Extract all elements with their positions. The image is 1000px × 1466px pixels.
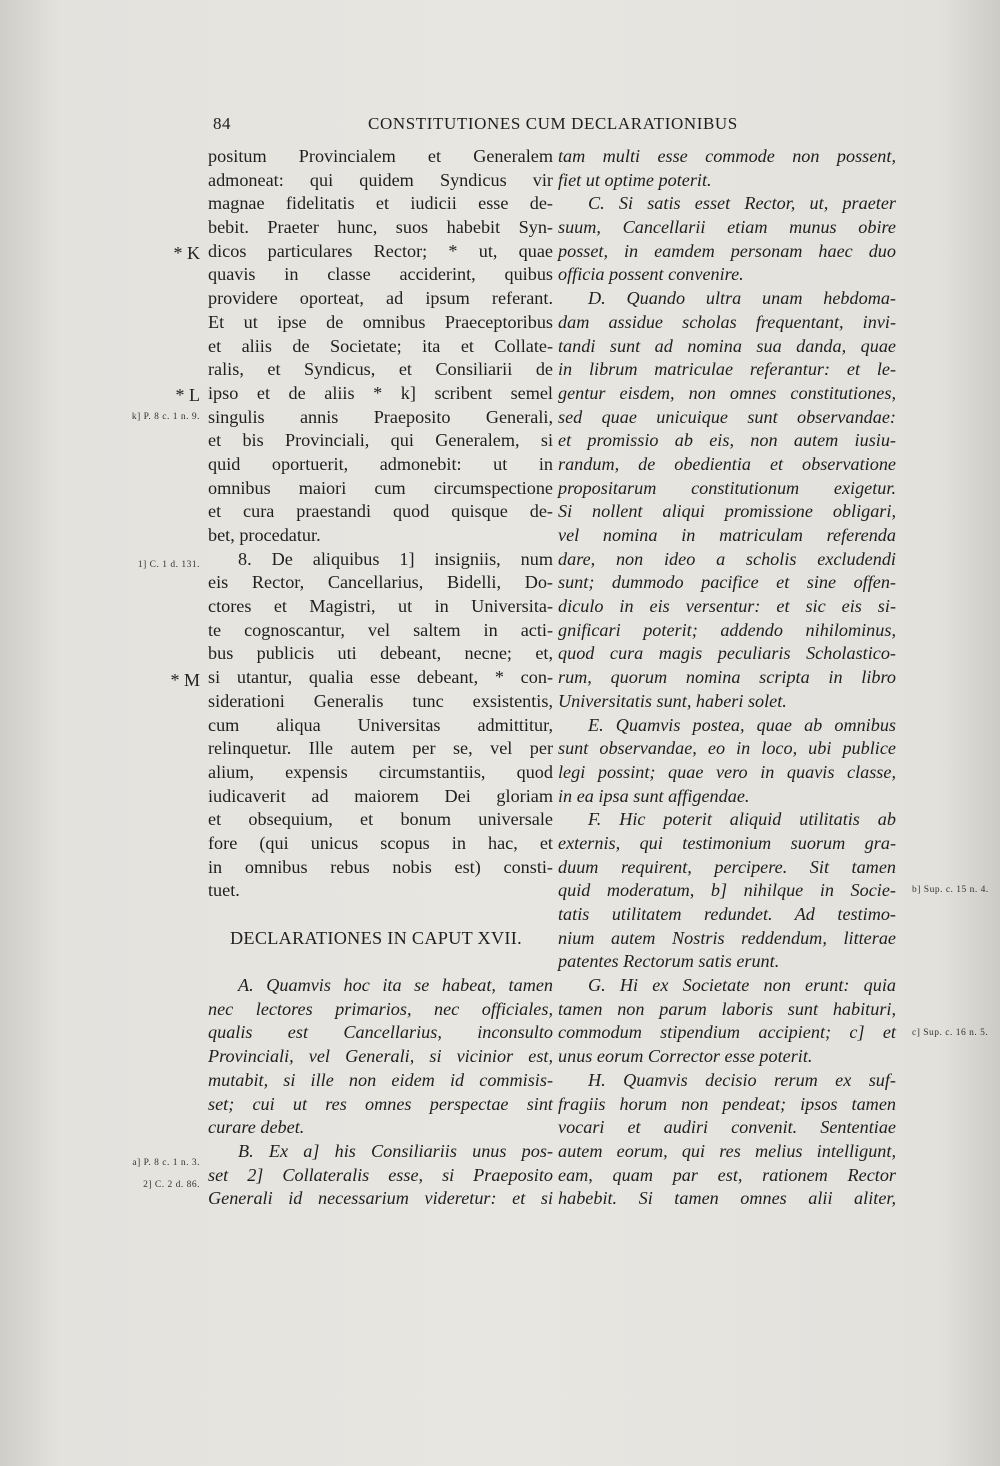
text-line: positum Provincialem et Generalem — [208, 146, 553, 166]
text-line: ctores et Magistri, ut in Universita- — [208, 596, 553, 617]
margin-note-1: 1] C. 1 d. 131. — [137, 560, 200, 570]
text-line: dicos particulares Rector; * ut, quae — [208, 240, 553, 261]
text-line: in omnibus rebus nobis est) consti- — [208, 856, 553, 877]
page-header — [0, 114, 1000, 138]
text-line: externis, qui testimonium suorum gra- — [558, 832, 896, 853]
text-line: tatis utilitatem redundet. Ad testimo- — [558, 904, 896, 924]
text-line: autem eorum, qui res melius intelligunt, — [558, 1140, 896, 1161]
text-line: tandi sunt ad nomina sua danda, quae — [558, 335, 896, 356]
margin-note-k: k] P. 8 c. 1 n. 9. — [131, 412, 200, 422]
text-line: legi possint; quae vero in quavis classe, — [558, 761, 896, 782]
text-line: Generali id necessarium videretur: et si — [208, 1188, 553, 1209]
margin-mark-l: * L — [175, 385, 200, 405]
text-line: providere oporteat, ad ipsum referant. — [208, 288, 553, 309]
text-line: propositarum constitutionum exigetur. — [558, 477, 896, 498]
text-line: et bis Provinciali, qui Generalem, si — [208, 430, 553, 451]
text-line: gentur eisdem, non omnes constitutiones, — [558, 382, 896, 403]
text-line: et aliis de Societate; ita et Collate- — [208, 335, 553, 356]
text-line: C. Si satis esset Rector, ut, praeter — [588, 193, 896, 214]
text-line: et promissio ab eis, non autem iusiu- — [558, 430, 896, 451]
text-line: diculo in eis versentur: et sic eis si- — [558, 596, 896, 617]
margin-note-b: b] Sup. c. 15 n. 4. — [912, 885, 989, 895]
text-line: tam multi esse commode non possent, — [558, 146, 896, 166]
text-line: relinquetur. Ille autem per se, vel per — [208, 738, 553, 759]
text-line: si utantur, qualia esse debeant, * con- — [208, 667, 553, 688]
text-line: set 2] Collateralis esse, si Praeposito — [208, 1164, 553, 1185]
text-line: ipso et de aliis * k] scribent semel — [208, 382, 553, 403]
text-line: admoneat: qui quidem Syndicus vir — [208, 169, 553, 190]
text-line: et cura praestandi quod quisque de- — [208, 501, 553, 522]
text-line: qualis est Cancellarius, inconsulto — [208, 1022, 553, 1043]
text-line: vel nomina in matriculam referenda — [558, 525, 896, 545]
margin-note-2: 2] C. 2 d. 86. — [143, 1180, 200, 1190]
text-line: quid oportuerit, admonebit: ut in — [208, 453, 553, 474]
text-line: set; cui ut res omnes perspectae sint — [208, 1093, 553, 1114]
text-line: tamen non parum laboris sunt habituri, — [558, 998, 896, 1019]
text-line: duum requirent, percipere. Sit tamen — [558, 856, 896, 877]
text-line: fore (qui unicus scopus in hac, et — [208, 832, 553, 853]
text-line: eam, quam par est, rationem Rector — [558, 1164, 896, 1185]
text-line: commodum stipendium accipient; c] et — [558, 1022, 896, 1043]
text-line: et obsequium, et bonum universale — [208, 809, 553, 830]
text-line: bet, procedatur. — [208, 525, 321, 545]
text-line: omnibus maiori cum circumspectione — [208, 477, 553, 498]
text-line: A. Quamvis hoc ita se habeat, tamen — [238, 975, 553, 996]
text-line: vocari et audiri convenit. Sententiae — [558, 1117, 896, 1138]
text-line: ralis, et Syndicus, et Consiliarii de — [208, 359, 553, 380]
text-line: in ea ipsa sunt affigendae. — [558, 785, 750, 806]
text-line: bus publicis uti debeant, necne; et, — [208, 643, 553, 664]
text-line: alium, expensis circumstantiis, quod — [208, 761, 553, 782]
text-line: quavis in classe acciderint, quibus — [208, 264, 553, 285]
text-line: dare, non ideo a scholis excludendi — [558, 548, 896, 569]
text-line: nium autem Nostris reddendum, litterae — [558, 927, 896, 948]
text-line: rum, quorum nomina scripta in libro — [558, 667, 896, 688]
text-line: dam assidue scholas frequentant, invi- — [558, 311, 896, 332]
text-line: siderationi Generalis tunc exsistentis, — [208, 690, 553, 711]
text-line: fragiis horum non pendeat; ipsos tamen — [558, 1093, 896, 1114]
text-line: nec lectores primarios, nec officiales, — [208, 998, 553, 1019]
text-line: bebit. Praeter hunc, suos habebit Syn- — [208, 217, 553, 238]
text-line: Universitatis sunt, haberi solet. — [558, 690, 787, 711]
left-column — [208, 145, 553, 1211]
spacer — [208, 903, 553, 927]
text-line: E. Quamvis postea, quae ab omnibus — [588, 714, 896, 735]
text-line: sed quae unicuique sunt observandae: — [558, 406, 896, 427]
spacer — [208, 950, 553, 974]
text-line: randum, de obedientia et observatione — [558, 453, 896, 474]
margin-note-c: c] Sup. c. 16 n. 5. — [912, 1028, 989, 1038]
text-line: H. Quamvis decisio rerum ex suf- — [588, 1069, 896, 1090]
text-line: sunt; dummodo pacifice et sine offen- — [558, 572, 896, 593]
text-line: B. Ex a] his Consiliariis unus pos- — [238, 1140, 553, 1161]
text-line: singulis annis Praeposito Generali, — [208, 406, 553, 427]
text-line: gnificari poterit; addendo nihilominus, — [558, 619, 896, 640]
text-line: Si nollent aliqui promissione obligari, — [558, 501, 896, 522]
text-line: eis Rector, Cancellarius, Bidelli, Do- — [208, 572, 553, 593]
text-line: unus eorum Corrector esse poterit. — [558, 1046, 813, 1067]
text-line: Provinciali, vel Generali, si vicinior est, — [208, 1046, 553, 1067]
text-line: cum aliqua Universitas admittitur, — [208, 714, 553, 735]
margin-mark-k: * K — [173, 243, 200, 263]
running-title: CONSTITUTIONES CUM DECLARATIONIBUS — [368, 114, 738, 133]
text-line: patentes Rectorum satis erunt. — [558, 951, 780, 972]
margin-note-a: a] P. 8 c. 1 n. 3. — [132, 1158, 200, 1168]
right-column — [558, 145, 896, 1211]
text-line: G. Hi ex Societate non erunt: quia — [588, 975, 896, 996]
text-line: suum, Cancellarii etiam munus obire — [558, 217, 896, 238]
margin-mark-m: * M — [170, 670, 200, 690]
text-line: D. Quando ultra unam hebdoma- — [588, 288, 896, 309]
text-line: fiet ut optime poterit. — [558, 169, 712, 190]
text-line: tuet. — [208, 880, 240, 901]
text-line: quid moderatum, b] nihilque in Socie- — [558, 880, 896, 901]
text-line: habebit. Si tamen omnes alii aliter, — [558, 1188, 896, 1209]
text-line: quod cura magis peculiaris Scholastico- — [558, 643, 896, 664]
text-line: in librum matriculae referantur: et le- — [558, 359, 896, 380]
section-heading: DECLARATIONES IN CAPUT XVII. — [230, 927, 522, 948]
text-line: mutabit, si ille non eidem id commisis- — [208, 1069, 553, 1090]
text-line: 8. De aliquibus 1] insigniis, num — [238, 548, 553, 569]
text-line: posset, in eamdem personam haec duo — [558, 240, 896, 261]
text-line: officia possent convenire. — [558, 264, 744, 285]
text-line: magnae fidelitatis et iudicii esse de- — [208, 193, 553, 214]
text-line: F. Hic poterit aliquid utilitatis ab — [588, 809, 896, 830]
text-line: Et ut ipse de omnibus Praeceptoribus — [208, 311, 553, 332]
page-number: 84 — [213, 114, 231, 133]
text-line: te cognoscantur, vel saltem in acti- — [208, 619, 553, 640]
text-line: iudicaverit ad maiorem Dei gloriam — [208, 785, 553, 806]
text-line: curare debet. — [208, 1117, 305, 1138]
text-line: sunt observandae, eo in loco, ubi publice — [558, 738, 896, 759]
